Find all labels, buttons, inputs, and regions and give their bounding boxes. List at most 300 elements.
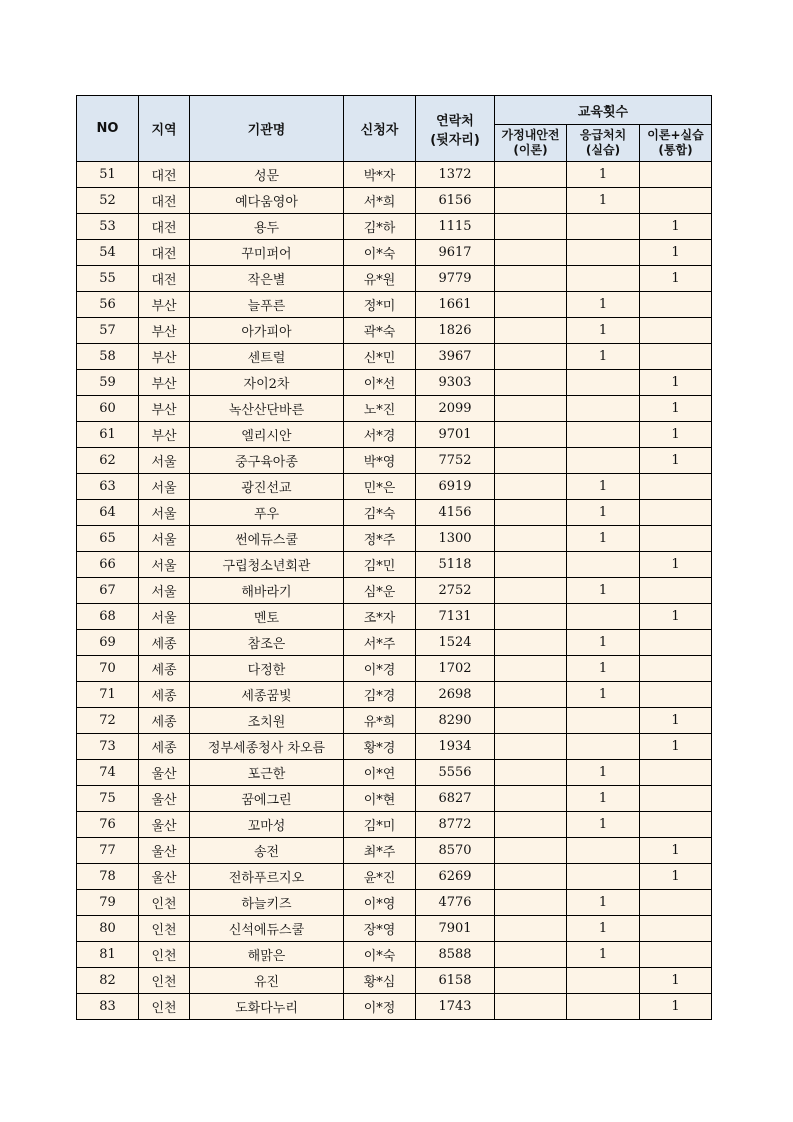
cell-no: 63 <box>77 474 139 500</box>
cell-combined <box>640 916 712 942</box>
cell-home-safety <box>495 214 567 240</box>
cell-first-aid: 1 <box>567 682 640 708</box>
cell-combined <box>640 474 712 500</box>
header-edu-count: 교육횟수 <box>495 96 712 125</box>
cell-contact: 6158 <box>416 968 495 994</box>
cell-org: 엘리시안 <box>190 422 344 448</box>
cell-contact: 6827 <box>416 786 495 812</box>
cell-org: 신석에듀스쿨 <box>190 916 344 942</box>
cell-contact: 7901 <box>416 916 495 942</box>
cell-home-safety <box>495 838 567 864</box>
cell-applicant: 정*주 <box>344 526 416 552</box>
cell-first-aid: 1 <box>567 890 640 916</box>
cell-no: 60 <box>77 396 139 422</box>
cell-org: 아가피아 <box>190 318 344 344</box>
cell-region: 인천 <box>139 890 190 916</box>
cell-contact: 8570 <box>416 838 495 864</box>
cell-contact: 8772 <box>416 812 495 838</box>
cell-combined <box>640 526 712 552</box>
table-row <box>77 994 712 1020</box>
cell-home-safety <box>495 890 567 916</box>
cell-no: 64 <box>77 500 139 526</box>
table-row <box>77 188 712 214</box>
cell-applicant: 윤*진 <box>344 864 416 890</box>
cell-first-aid: 1 <box>567 500 640 526</box>
cell-region: 부산 <box>139 344 190 370</box>
cell-applicant: 서*희 <box>344 188 416 214</box>
cell-contact: 3967 <box>416 344 495 370</box>
cell-applicant: 이*정 <box>344 994 416 1020</box>
cell-no: 55 <box>77 266 139 292</box>
cell-combined: 1 <box>640 552 712 578</box>
cell-applicant: 박*영 <box>344 448 416 474</box>
cell-contact: 9303 <box>416 370 495 396</box>
cell-combined <box>640 812 712 838</box>
cell-contact: 4156 <box>416 500 495 526</box>
cell-combined: 1 <box>640 734 712 760</box>
header-org: 기관명 <box>190 96 344 162</box>
cell-contact: 1826 <box>416 318 495 344</box>
header-applicant: 신청자 <box>344 96 416 162</box>
cell-region: 세종 <box>139 656 190 682</box>
cell-no: 56 <box>77 292 139 318</box>
cell-home-safety <box>495 994 567 1020</box>
header-contact-line2: (뒷자리) <box>430 132 480 148</box>
table-row <box>77 786 712 812</box>
cell-no: 72 <box>77 708 139 734</box>
cell-first-aid <box>567 396 640 422</box>
table-row <box>77 942 712 968</box>
cell-region: 인천 <box>139 916 190 942</box>
cell-region: 울산 <box>139 864 190 890</box>
cell-home-safety <box>495 968 567 994</box>
table-row <box>77 474 712 500</box>
cell-no: 57 <box>77 318 139 344</box>
cell-combined <box>640 578 712 604</box>
cell-applicant: 서*경 <box>344 422 416 448</box>
cell-no: 67 <box>77 578 139 604</box>
cell-combined <box>640 682 712 708</box>
header-region: 지역 <box>139 96 190 162</box>
cell-no: 53 <box>77 214 139 240</box>
cell-combined <box>640 942 712 968</box>
table-row <box>77 214 712 240</box>
cell-no: 66 <box>77 552 139 578</box>
cell-contact: 2698 <box>416 682 495 708</box>
cell-no: 73 <box>77 734 139 760</box>
cell-combined <box>640 786 712 812</box>
header-home-safety-line2: (이론) <box>513 143 548 157</box>
cell-combined: 1 <box>640 214 712 240</box>
cell-region: 울산 <box>139 812 190 838</box>
cell-org: 용두 <box>190 214 344 240</box>
cell-applicant: 이*경 <box>344 656 416 682</box>
cell-applicant: 이*영 <box>344 890 416 916</box>
cell-first-aid: 1 <box>567 344 640 370</box>
table-row <box>77 578 712 604</box>
cell-region: 세종 <box>139 682 190 708</box>
cell-first-aid <box>567 838 640 864</box>
header-first-aid-line2: (실습) <box>585 143 621 157</box>
cell-region: 서울 <box>139 500 190 526</box>
cell-no: 83 <box>77 994 139 1020</box>
table-row <box>77 890 712 916</box>
cell-org: 다정한 <box>190 656 344 682</box>
cell-home-safety <box>495 864 567 890</box>
cell-org: 중구육아종 <box>190 448 344 474</box>
cell-applicant: 이*연 <box>344 760 416 786</box>
header-first-aid <box>567 125 640 162</box>
cell-contact: 8588 <box>416 942 495 968</box>
cell-first-aid: 1 <box>567 656 640 682</box>
cell-first-aid: 1 <box>567 630 640 656</box>
cell-no: 76 <box>77 812 139 838</box>
cell-combined <box>640 292 712 318</box>
cell-combined <box>640 656 712 682</box>
cell-org: 참조은 <box>190 630 344 656</box>
table-row <box>77 552 712 578</box>
cell-first-aid <box>567 266 640 292</box>
cell-org: 유진 <box>190 968 344 994</box>
cell-combined <box>640 344 712 370</box>
cell-region: 대전 <box>139 214 190 240</box>
cell-first-aid <box>567 552 640 578</box>
cell-combined: 1 <box>640 448 712 474</box>
cell-contact: 5556 <box>416 760 495 786</box>
header-home-safety <box>495 125 567 162</box>
cell-region: 부산 <box>139 318 190 344</box>
cell-first-aid: 1 <box>567 942 640 968</box>
cell-combined: 1 <box>640 968 712 994</box>
table-row <box>77 292 712 318</box>
cell-contact: 4776 <box>416 890 495 916</box>
table-row <box>77 344 712 370</box>
cell-no: 80 <box>77 916 139 942</box>
cell-first-aid <box>567 708 640 734</box>
cell-org: 자이2차 <box>190 370 344 396</box>
cell-org: 센트럴 <box>190 344 344 370</box>
cell-home-safety <box>495 812 567 838</box>
cell-region: 대전 <box>139 240 190 266</box>
table-row <box>77 864 712 890</box>
cell-region: 세종 <box>139 708 190 734</box>
header-combined-line1: 이론+실습 <box>647 128 704 142</box>
table-row <box>77 422 712 448</box>
cell-org: 정부세종청사 차오름 <box>190 734 344 760</box>
cell-applicant: 서*주 <box>344 630 416 656</box>
cell-home-safety <box>495 526 567 552</box>
cell-org: 송전 <box>190 838 344 864</box>
cell-applicant: 유*희 <box>344 708 416 734</box>
cell-org: 예다움영아 <box>190 188 344 214</box>
cell-region: 인천 <box>139 942 190 968</box>
cell-first-aid: 1 <box>567 188 640 214</box>
cell-region: 서울 <box>139 578 190 604</box>
table-row <box>77 968 712 994</box>
cell-home-safety <box>495 396 567 422</box>
cell-no: 75 <box>77 786 139 812</box>
cell-contact: 6269 <box>416 864 495 890</box>
cell-region: 대전 <box>139 188 190 214</box>
table-row <box>77 266 712 292</box>
cell-combined: 1 <box>640 994 712 1020</box>
table-row <box>77 448 712 474</box>
cell-contact: 9701 <box>416 422 495 448</box>
cell-combined <box>640 760 712 786</box>
cell-first-aid <box>567 448 640 474</box>
cell-region: 세종 <box>139 630 190 656</box>
cell-combined <box>640 162 712 188</box>
cell-home-safety <box>495 162 567 188</box>
cell-applicant: 심*운 <box>344 578 416 604</box>
cell-contact: 8290 <box>416 708 495 734</box>
cell-no: 78 <box>77 864 139 890</box>
cell-home-safety <box>495 292 567 318</box>
cell-org: 조치원 <box>190 708 344 734</box>
cell-first-aid <box>567 864 640 890</box>
cell-first-aid <box>567 422 640 448</box>
cell-org: 녹산산단바른 <box>190 396 344 422</box>
cell-combined <box>640 890 712 916</box>
cell-no: 77 <box>77 838 139 864</box>
table-row <box>77 526 712 552</box>
cell-no: 54 <box>77 240 139 266</box>
cell-applicant: 김*미 <box>344 812 416 838</box>
cell-no: 68 <box>77 604 139 630</box>
cell-no: 81 <box>77 942 139 968</box>
cell-applicant: 황*경 <box>344 734 416 760</box>
cell-home-safety <box>495 786 567 812</box>
table-row <box>77 916 712 942</box>
cell-region: 부산 <box>139 422 190 448</box>
cell-home-safety <box>495 266 567 292</box>
cell-region: 부산 <box>139 370 190 396</box>
cell-home-safety <box>495 474 567 500</box>
cell-org: 해맑은 <box>190 942 344 968</box>
cell-no: 65 <box>77 526 139 552</box>
cell-first-aid <box>567 994 640 1020</box>
cell-no: 51 <box>77 162 139 188</box>
table-row <box>77 500 712 526</box>
cell-org: 해바라기 <box>190 578 344 604</box>
header-combined <box>640 125 712 162</box>
cell-first-aid: 1 <box>567 916 640 942</box>
cell-combined <box>640 500 712 526</box>
cell-first-aid: 1 <box>567 292 640 318</box>
cell-combined: 1 <box>640 864 712 890</box>
cell-org: 늘푸른 <box>190 292 344 318</box>
cell-region: 서울 <box>139 552 190 578</box>
cell-combined: 1 <box>640 396 712 422</box>
cell-combined: 1 <box>640 708 712 734</box>
cell-region: 대전 <box>139 266 190 292</box>
cell-first-aid: 1 <box>567 318 640 344</box>
header-no: NO <box>77 96 139 162</box>
cell-combined <box>640 318 712 344</box>
cell-org: 썬에듀스쿨 <box>190 526 344 552</box>
education-schedule-table <box>76 95 712 1020</box>
cell-no: 62 <box>77 448 139 474</box>
cell-home-safety <box>495 318 567 344</box>
cell-applicant: 김*민 <box>344 552 416 578</box>
cell-org: 작은별 <box>190 266 344 292</box>
cell-region: 울산 <box>139 786 190 812</box>
cell-applicant: 최*주 <box>344 838 416 864</box>
cell-first-aid <box>567 240 640 266</box>
cell-home-safety <box>495 734 567 760</box>
cell-contact: 1115 <box>416 214 495 240</box>
cell-region: 대전 <box>139 162 190 188</box>
table-row <box>77 838 712 864</box>
cell-home-safety <box>495 942 567 968</box>
table-row <box>77 656 712 682</box>
header-first-aid-line1: 응급처치 <box>579 128 627 142</box>
cell-no: 69 <box>77 630 139 656</box>
cell-home-safety <box>495 916 567 942</box>
cell-contact: 1300 <box>416 526 495 552</box>
cell-region: 울산 <box>139 838 190 864</box>
cell-org: 성문 <box>190 162 344 188</box>
cell-org: 포근한 <box>190 760 344 786</box>
cell-region: 세종 <box>139 734 190 760</box>
table-header <box>77 96 712 162</box>
cell-home-safety <box>495 500 567 526</box>
cell-contact: 9617 <box>416 240 495 266</box>
cell-applicant: 김*경 <box>344 682 416 708</box>
cell-contact: 1934 <box>416 734 495 760</box>
cell-first-aid: 1 <box>567 474 640 500</box>
cell-applicant: 장*영 <box>344 916 416 942</box>
cell-contact: 1524 <box>416 630 495 656</box>
table-row <box>77 370 712 396</box>
cell-home-safety <box>495 370 567 396</box>
cell-applicant: 김*숙 <box>344 500 416 526</box>
cell-combined: 1 <box>640 422 712 448</box>
cell-applicant: 정*미 <box>344 292 416 318</box>
cell-contact: 7752 <box>416 448 495 474</box>
cell-contact: 1372 <box>416 162 495 188</box>
table-row <box>77 604 712 630</box>
cell-no: 74 <box>77 760 139 786</box>
cell-org: 전하푸르지오 <box>190 864 344 890</box>
cell-org: 광진선교 <box>190 474 344 500</box>
cell-contact: 1661 <box>416 292 495 318</box>
cell-home-safety <box>495 760 567 786</box>
cell-first-aid: 1 <box>567 812 640 838</box>
cell-no: 61 <box>77 422 139 448</box>
cell-home-safety <box>495 552 567 578</box>
cell-no: 71 <box>77 682 139 708</box>
cell-first-aid <box>567 214 640 240</box>
cell-first-aid: 1 <box>567 786 640 812</box>
cell-applicant: 황*심 <box>344 968 416 994</box>
table-row <box>77 396 712 422</box>
cell-region: 서울 <box>139 448 190 474</box>
cell-no: 70 <box>77 656 139 682</box>
cell-applicant: 김*하 <box>344 214 416 240</box>
header-contact <box>416 96 495 162</box>
cell-applicant: 노*진 <box>344 396 416 422</box>
cell-applicant: 박*자 <box>344 162 416 188</box>
cell-first-aid <box>567 968 640 994</box>
cell-applicant: 이*숙 <box>344 942 416 968</box>
header-contact-line1: 연락처 <box>436 113 474 129</box>
cell-combined: 1 <box>640 240 712 266</box>
cell-home-safety <box>495 344 567 370</box>
table-row <box>77 734 712 760</box>
table-row <box>77 162 712 188</box>
table-row <box>77 682 712 708</box>
cell-contact: 7131 <box>416 604 495 630</box>
cell-region: 인천 <box>139 994 190 1020</box>
cell-home-safety <box>495 422 567 448</box>
cell-combined: 1 <box>640 838 712 864</box>
cell-applicant: 유*원 <box>344 266 416 292</box>
cell-region: 인천 <box>139 968 190 994</box>
cell-region: 서울 <box>139 604 190 630</box>
header-combined-line2: (통합) <box>658 143 693 157</box>
cell-applicant: 곽*숙 <box>344 318 416 344</box>
table-row <box>77 760 712 786</box>
table-body <box>77 162 712 1020</box>
cell-region: 서울 <box>139 526 190 552</box>
cell-applicant: 이*현 <box>344 786 416 812</box>
table-row <box>77 318 712 344</box>
cell-org: 도화다누리 <box>190 994 344 1020</box>
table-row <box>77 240 712 266</box>
cell-first-aid: 1 <box>567 578 640 604</box>
cell-applicant: 이*선 <box>344 370 416 396</box>
cell-no: 59 <box>77 370 139 396</box>
table-row <box>77 812 712 838</box>
cell-applicant: 조*자 <box>344 604 416 630</box>
header-home-safety-line1: 가정내안전 <box>501 128 560 142</box>
cell-org: 세종꿈빛 <box>190 682 344 708</box>
cell-home-safety <box>495 448 567 474</box>
cell-org: 꿈에그린 <box>190 786 344 812</box>
cell-region: 부산 <box>139 292 190 318</box>
cell-home-safety <box>495 240 567 266</box>
cell-contact: 5118 <box>416 552 495 578</box>
cell-no: 79 <box>77 890 139 916</box>
cell-org: 꼬마성 <box>190 812 344 838</box>
cell-region: 부산 <box>139 396 190 422</box>
cell-applicant: 이*숙 <box>344 240 416 266</box>
cell-first-aid: 1 <box>567 162 640 188</box>
cell-contact: 6919 <box>416 474 495 500</box>
cell-home-safety <box>495 708 567 734</box>
cell-combined: 1 <box>640 604 712 630</box>
cell-no: 52 <box>77 188 139 214</box>
cell-combined: 1 <box>640 266 712 292</box>
cell-org: 구립청소년회관 <box>190 552 344 578</box>
cell-first-aid <box>567 604 640 630</box>
cell-first-aid <box>567 734 640 760</box>
cell-org: 멘토 <box>190 604 344 630</box>
cell-applicant: 신*민 <box>344 344 416 370</box>
cell-contact: 1743 <box>416 994 495 1020</box>
cell-region: 서울 <box>139 474 190 500</box>
cell-home-safety <box>495 604 567 630</box>
cell-contact: 1702 <box>416 656 495 682</box>
cell-combined <box>640 188 712 214</box>
cell-region: 울산 <box>139 760 190 786</box>
cell-home-safety <box>495 630 567 656</box>
cell-home-safety <box>495 656 567 682</box>
cell-org: 푸우 <box>190 500 344 526</box>
cell-applicant: 민*은 <box>344 474 416 500</box>
cell-contact: 6156 <box>416 188 495 214</box>
